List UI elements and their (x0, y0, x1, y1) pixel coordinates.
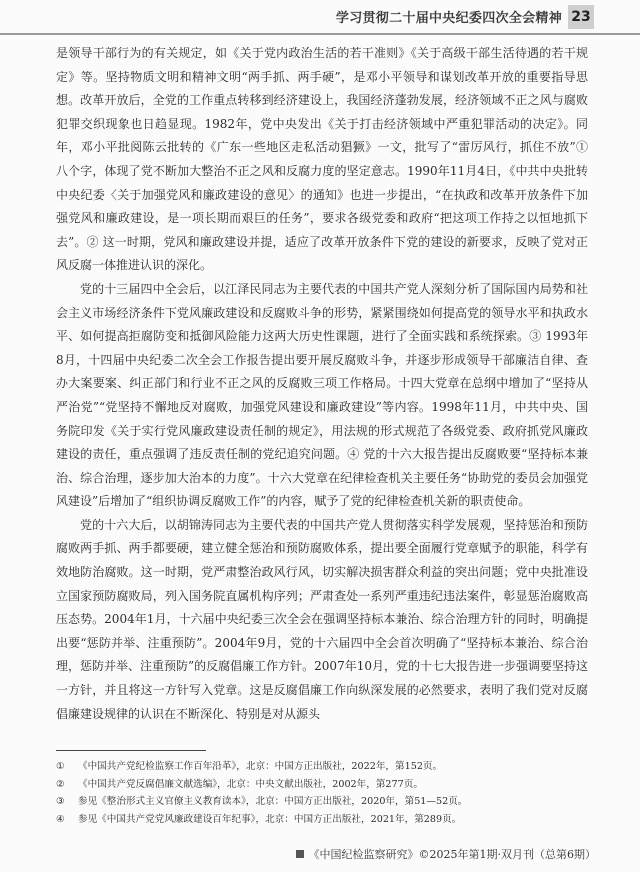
page-number: 23 (568, 5, 594, 29)
footnote-1 (56, 758, 588, 776)
footnote-text: 参见《整治形式主义官僚主义教育读本》，北京：中国方正出版社，2020年，第51—52页。 (78, 796, 468, 807)
article-body (56, 42, 588, 726)
page-header (0, 0, 640, 34)
footnote-2 (56, 776, 588, 794)
footnote-text: 《中国共产党纪检监察工作百年沿革》，北京：中国方正出版社，2022年，第152页。 (78, 761, 443, 772)
square-bullet-icon (296, 850, 304, 858)
journal-citation: 《中国纪检监察研究》©2025年第1期·双月刊（总第6期） (308, 848, 596, 861)
footnote-mark: ③ (56, 796, 65, 807)
paragraph-3: 党的十六大后，以胡锦涛同志为主要代表的中国共产党人贯彻落实科学发展观，坚持惩治和预防腐败两手抓、两手都要硬，建立健全惩治和预防腐败体系，提出要全面履行党章赋予的职能，科学有效地防治腐败。这一时期，党严肃整治政风行风，切实解决损害群众利益的突出问题；党中央批准设立国家预防腐败局，列入国务院直属机构序列；严肃查处一系列严重违纪违法案件，彰显惩治腐败高压态势。2004年1月，十六届中央纪委三次全会在强调坚持标本兼治、综合治理方针的同时，明确提出要“惩防并举、注重预防”。2004年9月，党的十六届四中全会首次明确了“坚持标本兼治、综合治理，惩防并举、注重预防”的反腐倡廉工作方针。2007年10月，党的十七大报告进一步强调要坚持这一方针，并且将这一方针写入党章。这是反腐倡廉工作向纵深发展的必然要求，表明了我们党对反腐倡廉建设规律的认识在不断深化、特别是对从源头 (56, 517, 588, 721)
footnote-3 (56, 793, 588, 811)
header-rule (0, 33, 640, 35)
footnote-mark: ② (56, 778, 65, 790)
page-footer (296, 846, 597, 862)
footnote-divider (56, 750, 206, 751)
footnote-mark: ① (56, 761, 65, 772)
footnote-text: 《中国共产党反腐倡廉文献选编》，北京：中央文献出版社，2002年，第277页。 (78, 778, 423, 790)
paragraph-2: 党的十三届四中全会后，以江泽民同志为主要代表的中国共产党人深刻分析了国际国内局势和社会主义市场经济条件下党风廉政建设和反腐败斗争的形势，紧紧围绕如何提高党的领导水平和执政水平、如何提高拒腐防变和抵御风险能力这两大历史性课题，进行了全面实践和系统探索。③ 1993年8月，十四届中央纪委二次全会工作报告提出要开展反腐败斗争，并逐步形成领导干部廉洁自律、查办大案要案、纠正部门和行业不正之风的反腐败三项工作格局。十四大党章在总纲中增加了“坚持从严治党”“党坚持不懈地反对腐败，加强党风建设和廉政建设”等内容。1998年11月，中共中央、国务院印发《关于实行党风廉政建设责任制的规定》，用法规的形式规范了各级党委、政府抓党风廉政建设的责任，重点强调了违反责任制的党纪追究问题。④ 党的十六大报告提出反腐败要“坚持标本兼治、综合治理，逐步加大治本的力度”。十六大党章在纪律检查机关主要任务“协助党的委员会加强党风建设”后增加了“组织协调反腐败工作”的内容，赋予了党的纪律检查机关新的职责使命。 (56, 281, 588, 509)
footnote-mark: ④ (56, 813, 65, 825)
running-title: 学习贯彻二十届中央纪委四次全会精神 (335, 11, 562, 26)
footnote-text: 参见《中国共产党党风廉政建设百年纪事》，北京：中国方正出版社，2021年，第289页。 (78, 813, 462, 825)
paragraph-1: 是领导干部行为的有关规定，如《关于党内政治生活的若干准则》《关于高级干部生活待遇的若干规定》等。坚持物质文明和精神文明“两手抓、两手硬”，是邓小平领导和谋划改革开放的重要指导思想。改革开放后，全党的工作重点转移到经济建设上，我国经济蓬勃发展，经济领域不正之风与腐败犯罪交织现象也日趋显现。1982年，党中央发出《关于打击经济领域中严重犯罪活动的决定》。同年，邓小平批阅陈云批转的《广东一些地区走私活动猖獗》一文，批写了“雷厉风行，抓住不放”① 八个字，体现了党不断加大整治不正之风和反腐力度的坚定意志。1990年11月4日，《中共中央批转中央纪委〈关于加强党风和廉政建设的意见〉的通知》也进一步提出，“在执政和改革开放条件下加强党风和廉政建设，是一项长期而艰巨的任务”，要求各级党委和政府“把这项工作持之以恒地抓下去”。② 这一时期，党风和廉政建设并提，适应了改革开放条件下党的建设的新要求，反映了党对正风反腐一体推进认识的深化。 (56, 46, 588, 273)
footnotes (56, 758, 588, 828)
footnote-4 (56, 811, 588, 829)
